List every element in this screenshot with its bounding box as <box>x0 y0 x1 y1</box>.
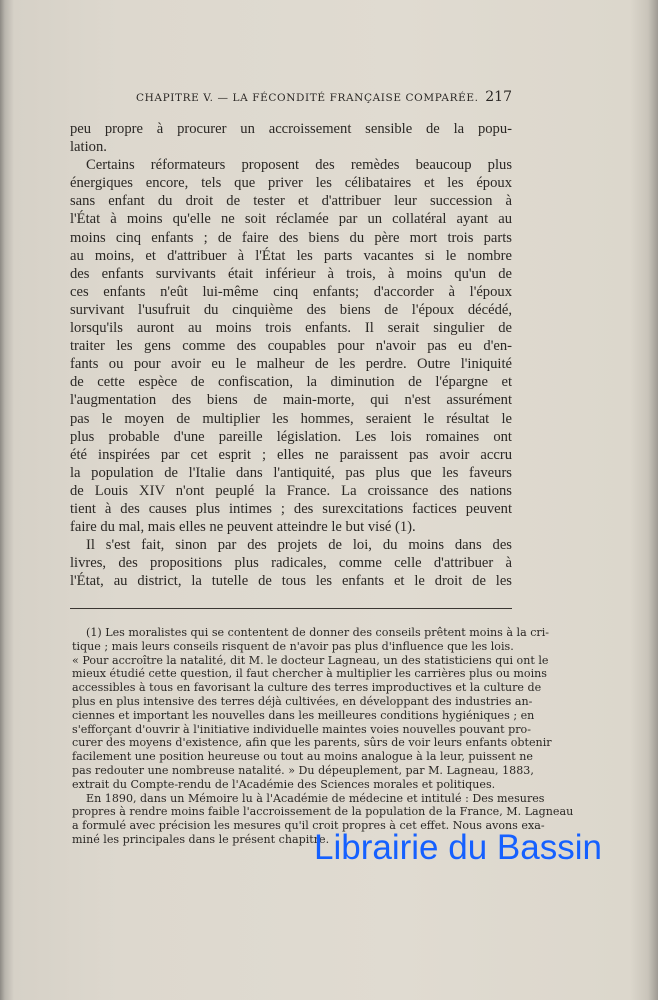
footnote-line: a formulé avec précision les mesures qu'il croit propres à cet effet. Nous avons exa- <box>72 819 545 833</box>
footnote-line: propres à rendre moins faible l'accroissement de la population de la France, M. Lagneau <box>72 805 574 819</box>
body-line: pas le moyen de multiplier les hommes, seraient le résultat le <box>70 410 512 427</box>
body-line: Certains réformateurs proposent des remèdes beaucoup plus <box>86 157 512 174</box>
body-line: de cette espèce de confiscation, la diminution de l'épargne et <box>70 374 512 391</box>
body-line: traiter les gens comme des coupables pour n'avoir pas eu d'en- <box>70 338 512 355</box>
footnote-line: pas redouter une nombreuse natalité. » Du dépeuplement, par M. Lagneau, 1883, <box>72 763 534 777</box>
body-line: faire du mal, mais elles ne peuvent atteindre le but visé (1). <box>70 519 416 536</box>
footnote-line: ciennes et important les nouvelles dans les meilleures conditions hygiéniques ; en <box>72 708 535 722</box>
body-line: tient à des causes plus intimes ; des surexcitations factices peuvent <box>70 500 512 517</box>
footnote-line: (1) Les moralistes qui se contentent de donner des conseils prêtent moins à la cri- <box>86 626 550 639</box>
body-line: plus probable d'une pareille législation. Les lois romaines ont <box>70 428 512 445</box>
footnote-line: extrait du Compte-rendu de l'Académie des Sciences morales et politiques. <box>72 777 496 791</box>
body-line: peu propre à procurer un accroissement sensible de la popu- <box>70 121 512 137</box>
footnote-line: s'efforçant d'ouvrir à l'initiative individuelle maintes voies nouvelles pouvant pro- <box>72 722 531 736</box>
watermark: Librairie du Bassin <box>314 828 602 867</box>
body-line: l'État, au district, la tutelle de tous les enfants et le droit de les <box>70 573 512 590</box>
footnote-line: miné les principales dans le présent chapitre. <box>72 832 330 846</box>
body-line: moins cinq enfants ; de faire des biens du père mort trois parts <box>70 229 512 246</box>
body-line: ces enfants n'eût lui-même cinq enfants; d'accorder à l'époux <box>70 283 512 300</box>
footnote-line: accessibles à tous en favorisant la culture des terres improductives et la culture de <box>72 681 542 695</box>
body-line: lorsqu'ils auront au moins trois enfants. Il serait singulier de <box>70 320 512 337</box>
body-line: l'augmentation des biens de main-morte, qui n'est assurément <box>70 392 512 409</box>
body-line: été inspirées par cet esprit ; elles ne paraissent pas avoir accru <box>70 446 512 463</box>
footnote-line: En 1890, dans un Mémoire lu à l'Académie de médecine et intitulé : Des mesures <box>86 791 545 805</box>
footnote-line: facilement une position heureuse ou tout au moins analogue à la leur, puissent ne <box>72 750 533 764</box>
page-number: 217 <box>485 89 512 105</box>
footnote-line: « Pour accroître la natalité, dit M. le docteur Lagneau, un des statisticiens qui ont le <box>72 653 549 667</box>
body-text <box>70 120 512 590</box>
footnote-line: tique ; mais leurs conseils risquent de n'avoir pas plus d'influence que les lois. <box>72 639 514 653</box>
body-line: lation. <box>70 139 107 156</box>
body-line: Il s'est fait, sinon par des projets de loi, du moins dans des <box>86 537 512 554</box>
body-line: survivant l'usufruit du cinquième des biens de l'époux décédé, <box>70 301 512 318</box>
body-line: au moins, et d'attribuer à l'État les parts vacantes si le nombre <box>70 247 512 264</box>
body-line: de Louis XIV n'ont peuplé la France. La croissance des nations <box>70 482 512 499</box>
body-line: énergiques encore, tels que priver les célibataires et les époux <box>70 175 512 192</box>
body-line: fants ou pour avoir eu le malheur de les perdre. Outre l'iniquité <box>70 356 512 373</box>
footnote-line: plus en plus intensive des terres déjà cultivées, en développant des industries an- <box>72 694 533 708</box>
body-line: l'État à moins qu'elle ne soit réclamée par un collatéral ayant au <box>70 211 512 228</box>
body-line: des enfants survivants était inférieur à trois, à moins qu'un de <box>70 265 512 282</box>
running-title: CHAPITRE V. — LA FÉCONDITÉ FRANÇAISE COMPARÉE. <box>136 92 479 104</box>
footnotes <box>72 626 574 847</box>
body-line: la population de l'Italie dans l'antiquité, pas plus que les faveurs <box>70 464 512 481</box>
body-line: sans enfant du droit de tester et d'attribuer leur succession à <box>70 193 512 210</box>
footnote-line: curer des moyens d'existence, afin que les parents, sûrs de voir leurs enfants obtenir <box>72 736 552 750</box>
running-header <box>70 90 512 108</box>
body-line: livres, des propositions plus radicales, comme celle d'attribuer à <box>70 555 512 572</box>
footnote-divider <box>70 608 512 609</box>
footnote-line: mieux étudié cette question, il faut chercher à multiplier les carrières plus ou moins <box>72 667 547 681</box>
